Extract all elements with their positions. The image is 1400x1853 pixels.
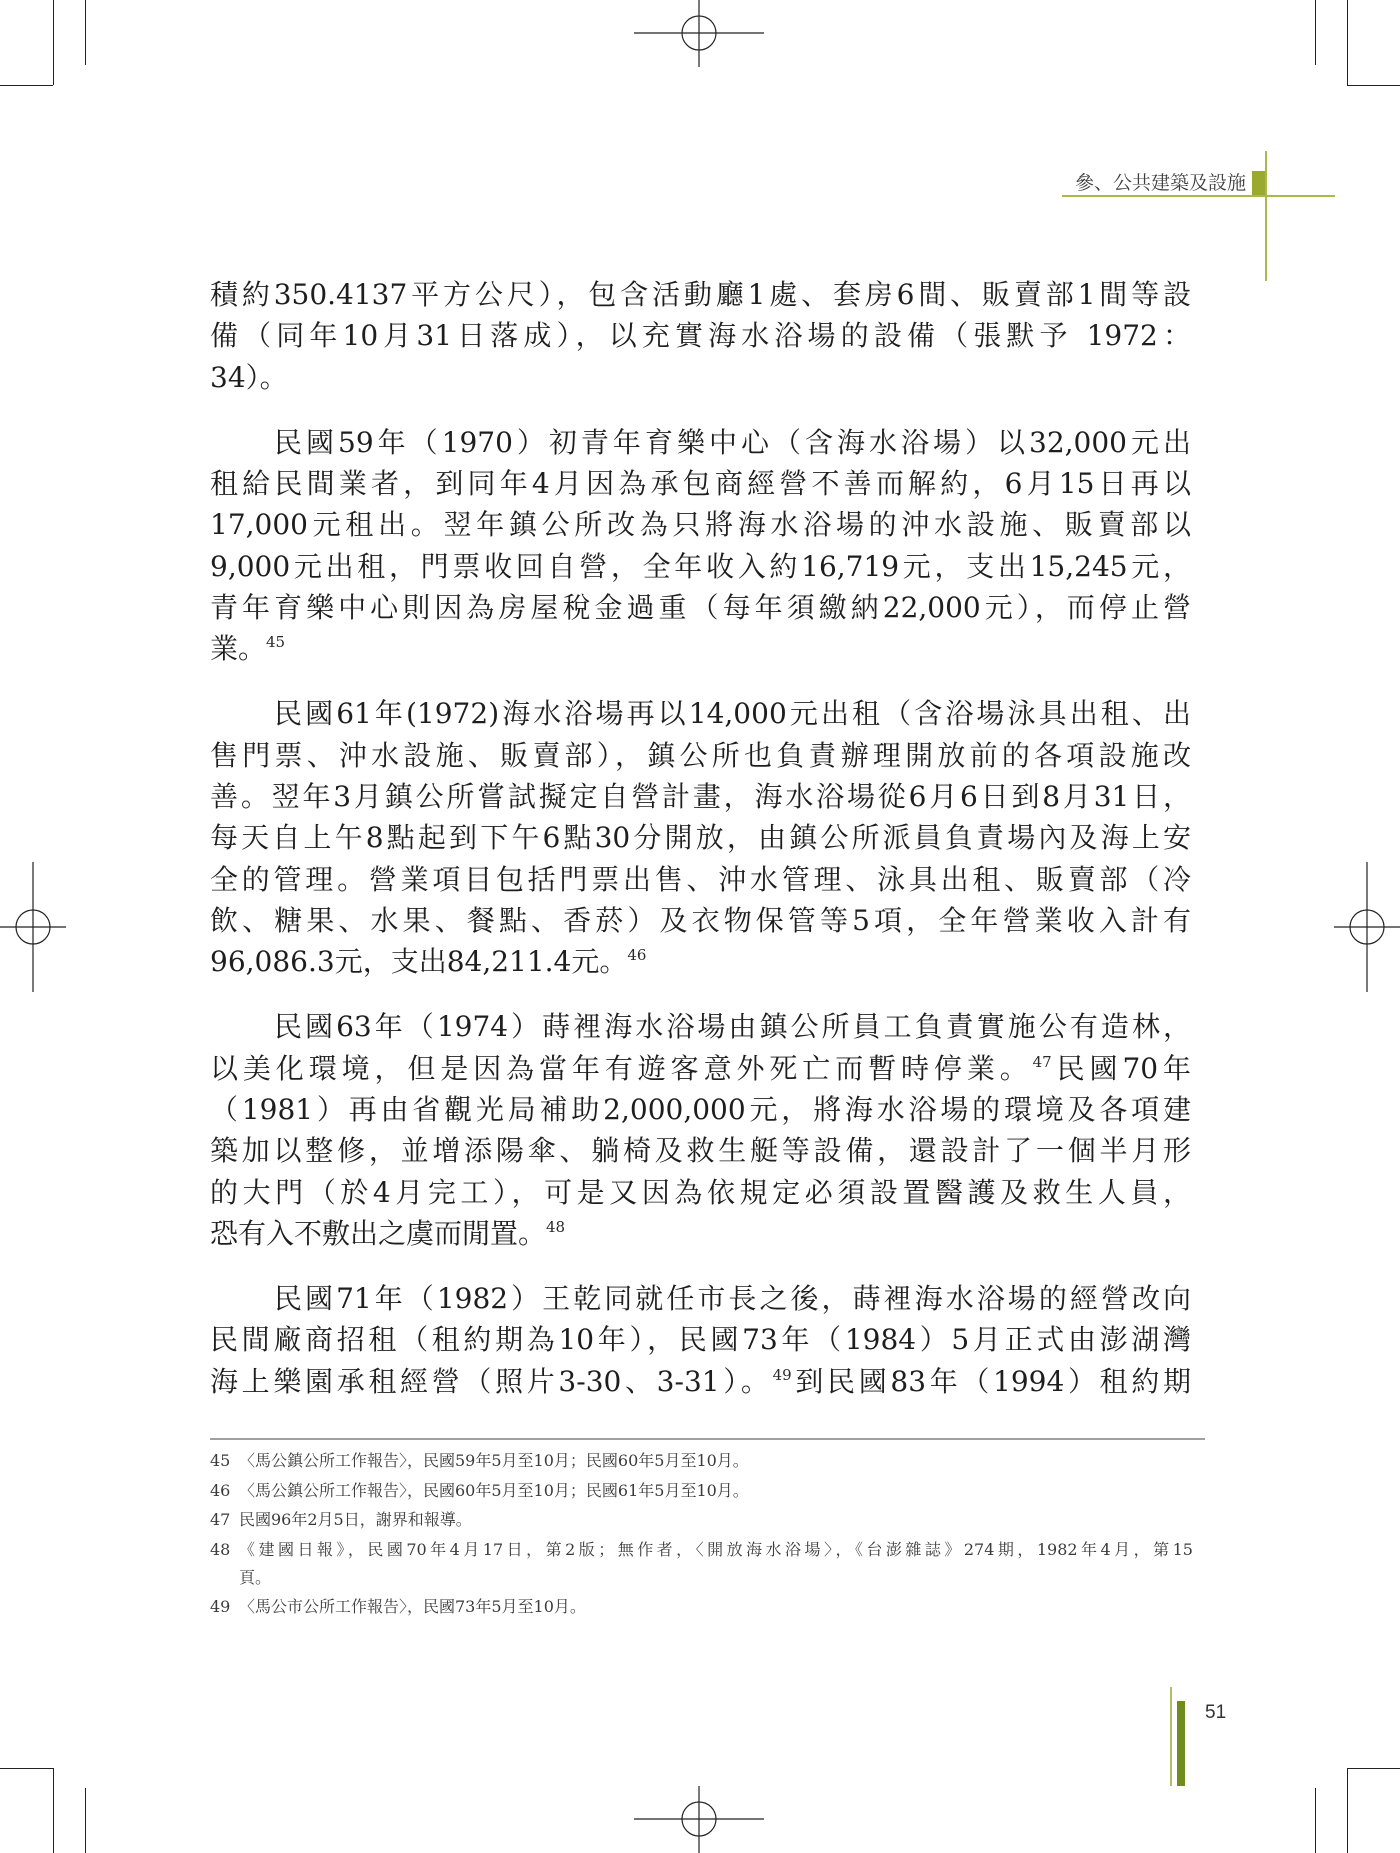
body-line: 飲、糖果、水果、餐點、香菸）及衣物保管等5項，全年營業收入計有 bbox=[210, 904, 1191, 937]
crop-mark bbox=[1315, 0, 1316, 65]
footnote bbox=[210, 1536, 1193, 1592]
registration-mark-left bbox=[0, 862, 66, 992]
body-line: 備（同年10月31日落成），以充實海水浴場的設備（張默予 1972： bbox=[210, 319, 1191, 353]
body-line-text: 以美化環境，但是因為當年有遊客意外死亡而暫時停業。 bbox=[210, 1051, 1033, 1085]
footnote-text: 《建國日報》，民國70年4月17日，第2版；無作者，〈開放海水浴場〉，《台澎雜誌》274期，1982年4月，第15 bbox=[239, 1539, 1193, 1559]
footnote bbox=[210, 1477, 1193, 1505]
footnote-separator bbox=[210, 1438, 1205, 1440]
body-line: 租給民間業者，到同年4月因為承包商經營不善而解約，6月15日再以 bbox=[210, 466, 1191, 500]
footnote-text: 〈馬公鎮公所工作報告〉，民國60年5月至10月；民國61年5月至10月。 bbox=[239, 1480, 749, 1500]
body-line bbox=[210, 941, 1191, 982]
footnote bbox=[210, 1447, 1193, 1475]
crop-mark bbox=[0, 1768, 53, 1769]
registration-mark-right bbox=[1334, 862, 1400, 992]
folio-accent-bar bbox=[1177, 1701, 1185, 1786]
body-line: （1981）再由省觀光局補助2,000,000元，將海水浴場的環境及各項建 bbox=[210, 1092, 1191, 1126]
body-line: 民國59年（1970）初青年育樂中心（含海水浴場）以32,000元出 bbox=[274, 425, 1191, 459]
body-line: 民國71年（1982）王乾同就任市長之後，蒔裡海水浴場的經營改向 bbox=[274, 1281, 1191, 1315]
page-number: 51 bbox=[1205, 1702, 1227, 1723]
body-line: 的大門（於4月完工），可是又因為依規定必須設置醫護及救生人員， bbox=[210, 1175, 1191, 1209]
registration-mark-bottom bbox=[634, 1786, 764, 1853]
footnotes bbox=[210, 1447, 1193, 1623]
crop-mark bbox=[85, 1788, 86, 1853]
running-header-title: 參、公共建築及設施 bbox=[1074, 172, 1246, 194]
crop-mark bbox=[1347, 85, 1400, 86]
crop-mark bbox=[53, 0, 54, 85]
crop-mark bbox=[0, 85, 53, 86]
crop-mark bbox=[1347, 1768, 1348, 1853]
footnote-number: 49 bbox=[210, 1597, 231, 1616]
crop-mark bbox=[1347, 0, 1348, 85]
body-line bbox=[210, 1361, 1191, 1402]
crop-mark bbox=[53, 1768, 54, 1853]
header-accent-square bbox=[1252, 171, 1266, 195]
body-line-text: 海上樂園承租經營（照片3-30、3-31）。 bbox=[210, 1364, 773, 1398]
body-line-text: 96,086.3元，支出84,211.4元。 bbox=[210, 945, 628, 979]
footnote-reference: 46 bbox=[627, 946, 647, 965]
body-line: 善。翌年3月鎮公所嘗試擬定自營計畫，海水浴場從6月6日到8月31日， bbox=[210, 779, 1191, 813]
footnote-text: 〈馬公市公所工作報告〉，民國73年5月至10月。 bbox=[239, 1597, 586, 1616]
folio-rule bbox=[1170, 1687, 1172, 1786]
footnote-text: 民國96年2月5日，謝界和報導。 bbox=[239, 1510, 472, 1529]
body-line: 售門票、沖水設施、販賣部），鎮公所也負責辦理開放前的各項設施改 bbox=[210, 738, 1191, 772]
crop-mark bbox=[1315, 1788, 1316, 1853]
footnote-reference: 45 bbox=[266, 633, 286, 652]
body-line: 築加以整修，並增添陽傘、躺椅及救生艇等設備，還設計了一個半月形 bbox=[210, 1134, 1191, 1168]
body-line-text: 民國70年 bbox=[1051, 1051, 1191, 1085]
body-line bbox=[210, 1213, 1191, 1254]
body-line: 34）。 bbox=[210, 360, 288, 394]
footnote-number: 48 bbox=[210, 1539, 231, 1559]
body-line: 每天自上午8點起到下午6點30分開放，由鎮公所派員負責場內及海上安 bbox=[210, 821, 1191, 855]
body-line bbox=[210, 628, 1191, 669]
paragraph bbox=[210, 1006, 1191, 1254]
registration-mark-top bbox=[634, 0, 764, 67]
body-line: 積約350.4137平方公尺），包含活動廳1處、套房6間、販賣部1間等設 bbox=[210, 278, 1191, 311]
paragraph bbox=[210, 1278, 1191, 1402]
footnote-number: 47 bbox=[210, 1510, 231, 1529]
body-text bbox=[210, 274, 1191, 1402]
body-line: 青年育樂中心則因為房屋稅金過重（每年須繳納22,000元），而停止營 bbox=[210, 591, 1191, 624]
body-line: 17,000元租出。翌年鎮公所改為只將海水浴場的沖水設施、販賣部以 bbox=[210, 508, 1191, 542]
footnote-reference: 49 bbox=[772, 1365, 792, 1384]
footnote bbox=[210, 1506, 1193, 1534]
body-line: 9,000元出租，門票收回自營，全年收入約16,719元，支出15,245元， bbox=[210, 549, 1191, 583]
body-line-text: 業。 bbox=[210, 632, 267, 666]
header-rule-horizontal bbox=[1062, 195, 1335, 197]
body-line bbox=[210, 1048, 1191, 1089]
footnote-number: 46 bbox=[210, 1480, 231, 1500]
footnote-text: 〈馬公鎮公所工作報告〉，民國59年5月至10月；民國60年5月至10月。 bbox=[239, 1451, 749, 1470]
crop-mark bbox=[1347, 1768, 1400, 1769]
body-line: 民間廠商招租（租約期為10年），民國73年（1984）5月正式由澎湖灣 bbox=[210, 1323, 1191, 1357]
paragraph bbox=[210, 274, 1191, 398]
footnote-text: 頁。 bbox=[239, 1567, 272, 1587]
body-line-text: 恐有入不敷出之虞而閒置。 bbox=[210, 1217, 547, 1250]
crop-mark bbox=[85, 0, 86, 65]
footnote bbox=[210, 1593, 1193, 1621]
body-line-text: 到民國83年（1994）租約期 bbox=[791, 1364, 1192, 1398]
footnote-number: 45 bbox=[210, 1451, 231, 1470]
body-line: 民國61年(1972)海水浴場再以14,000元出租（含浴場泳具出租、出 bbox=[274, 697, 1191, 731]
footnote-reference: 47 bbox=[1032, 1052, 1052, 1071]
body-line: 民國63年（1974）蒔裡海水浴場由鎮公所員工負責實施公有造林， bbox=[274, 1010, 1191, 1044]
header-rule-vertical bbox=[1265, 151, 1267, 281]
paragraph bbox=[210, 693, 1191, 982]
paragraph bbox=[210, 422, 1191, 670]
footnote-reference: 48 bbox=[546, 1218, 566, 1236]
body-line: 全的管理。營業項目包括門票出售、沖水管理、泳具出租、販賣部（冷 bbox=[210, 862, 1191, 896]
